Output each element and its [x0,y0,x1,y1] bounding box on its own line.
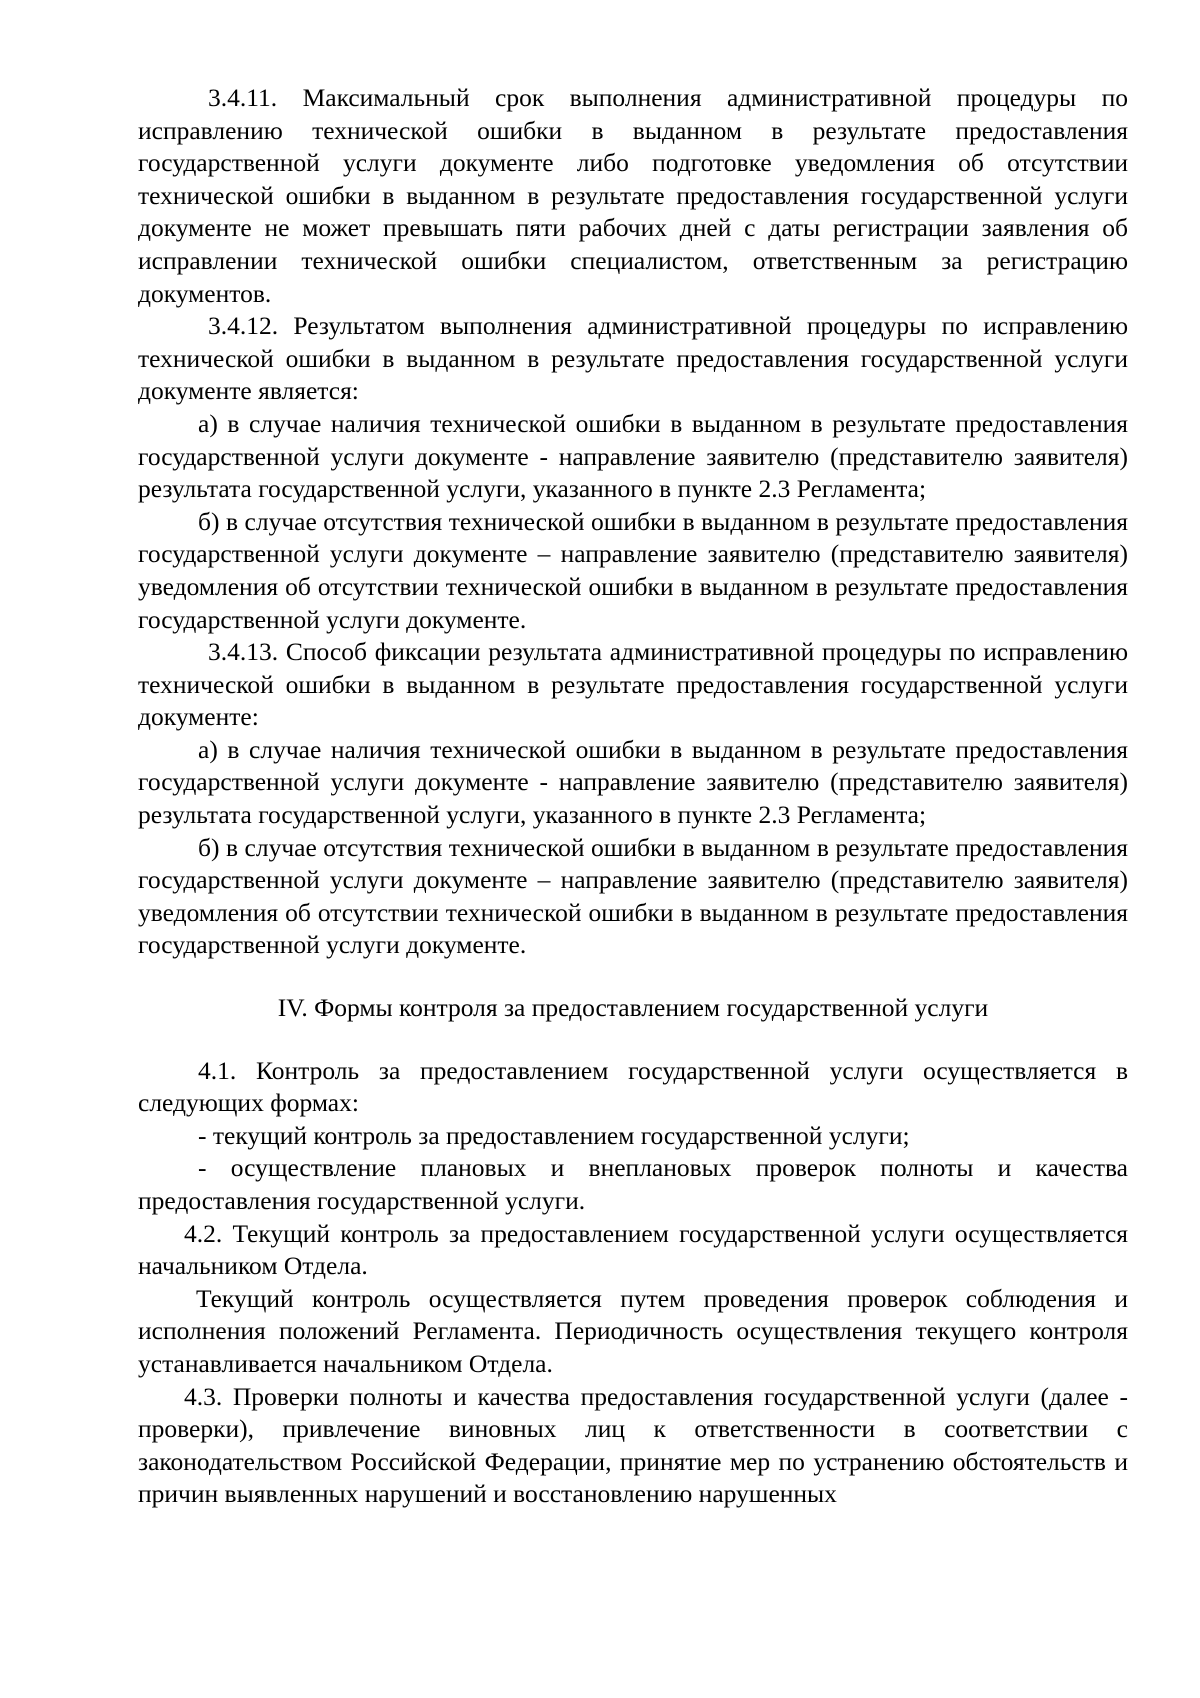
paragraph-3-4-12-b: б) в случае отсутствия технической ошибки в выданном в результате предоставления государственной услуги документе – направление заявителю (представителю заявителя) уведомления об отсутствии технической ошибки в выданном в результате предоставления государственной услуги документе. [138,506,1128,634]
paragraph-3-4-13-a: а) в случае наличия технической ошибки в выданном в результате предоставления государственной услуги документе - направление заявителю (представителю заявителя) результата государственной услуги, указанного в пункте 2.3 Регламента; [138,734,1128,830]
paragraph-3-4-12: 3.4.12. Результатом выполнения административной процедуры по исправлению технической ошибки в выданном в результате предоставления государственной услуги документе является: [138,311,1128,406]
paragraph-3-4-12-a: а) в случае наличия технической ошибки в выданном в результате предоставления государственной услуги документе - направление заявителю (представителю заявителя) результата государственной услуги, указанного в пункте 2.3 Регламента; [138,408,1128,504]
paragraph-3-4-11: 3.4.11. Максимальный срок выполнения административной процедуры по исправлению технической ошибки в выданном в результате предоставления государственной услуги документе либо подготовке уведомления об отсутствии технической ошибки в выданном в результате предоставления государственной услуги документе не может превышать пяти рабочих дней с даты регистрации заявления об исправлении технической ошибки специалистом, ответственным за регистрацию документов. [138,83,1128,308]
list-item-current-control: - текущий контроль за предоставлением государственной услуги; [198,1120,910,1150]
list-item-inspections: - осуществление плановых и внеплановых проверок полноты и качества предоставления государственной услуги. [138,1153,1128,1215]
paragraph-3-4-13: 3.4.13. Способ фиксации результата административной процедуры по исправлению технической ошибки в выданном в результате предоставления государственной услуги документе: [138,637,1128,732]
paragraph-4-2: 4.2. Текущий контроль за предоставлением государственной услуги осуществляется начальником Отдела. [138,1218,1128,1281]
paragraph-3-4-13-b: б) в случае отсутствия технической ошибки в выданном в результате предоставления государственной услуги документе – направление заявителю (представителю заявителя) уведомления об отсутствии технической ошибки в выданном в результате предоставления государственной услуги документе. [138,832,1128,960]
paragraph-4-3: 4.3. Проверки полноты и качества предоставления государственной услуги (далее - проверки), привлечение виновных лиц к ответственности в соответствии с законодательством Российской Федерации, принятие мер по устранению обстоятельств и причин выявленных нарушений и восстановлению нарушенных [138,1381,1128,1509]
document-page [138,82,1128,1511]
paragraph-4-1: 4.1. Контроль за предоставлением государственной услуги осуществляется в следующих формах: [138,1055,1128,1118]
section-heading: IV. Формы контроля за предоставлением государственной услуги [277,993,989,1023]
paragraph-current-control-detail: Текущий контроль осуществляется путем проведения проверок соблюдения и исполнения положений Регламента. Периодичность осуществления текущего контроля устанавливается начальником Отдела. [138,1283,1128,1378]
